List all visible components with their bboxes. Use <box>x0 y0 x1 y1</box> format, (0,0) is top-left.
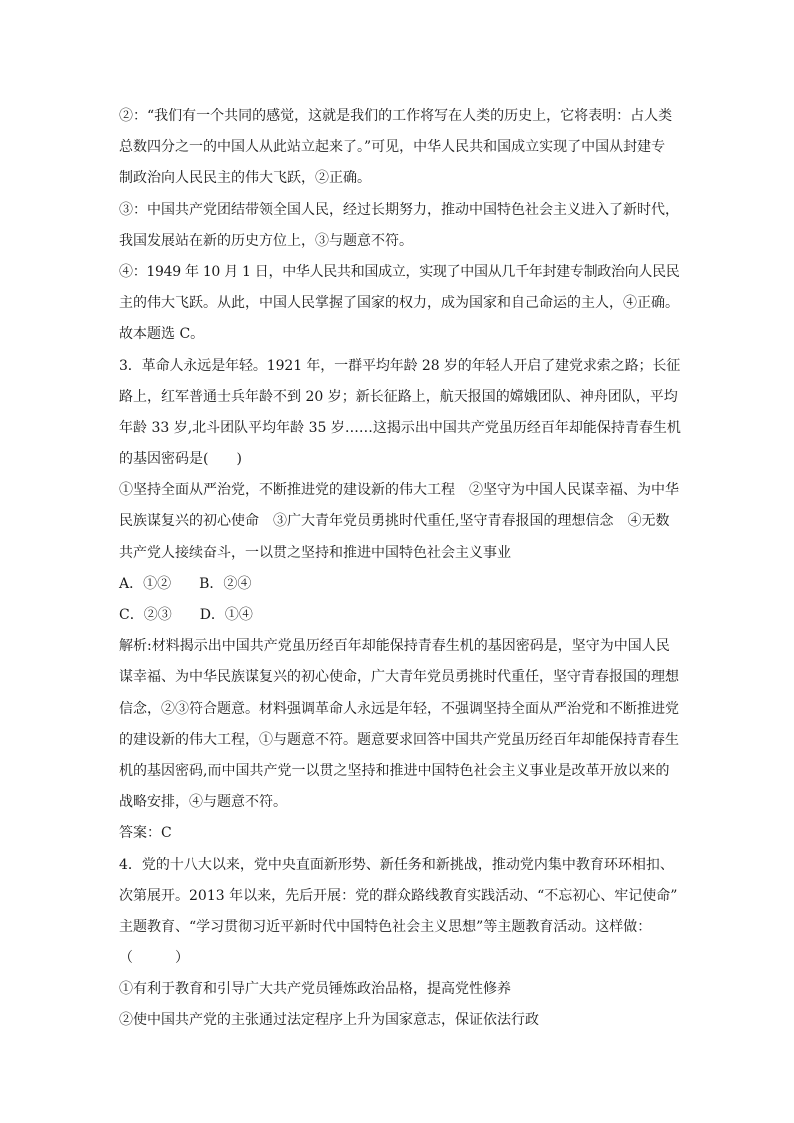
question-4-line: （ ） <box>119 950 189 967</box>
question-3-line: 路上，红军普通士兵年龄不到 20 岁；新长征路上，航天报国的嫦娥团队、神舟团队，平均 <box>119 388 678 405</box>
answer-options-line: C．②③ D．①④ <box>119 607 253 623</box>
statement-line: ②使中国共产党的主张通过法定程序上升为国家意志，保证依法行政 <box>119 1012 539 1029</box>
statement-line: 民族谋复兴的初心使命 ③广大青年党员勇挑时代重任,坚守青春报国的理想信念 ④无数 <box>119 513 670 530</box>
analysis-line: 信念，②③符合题意。材料强调革命人永远是年轻，不强调坚持全面从严治党和不断推进党 <box>119 700 679 717</box>
analysis-line: 谋幸福、为中华民族谋复兴的初心使命，广大青年党员勇挑时代重任，坚守青春报国的理想 <box>119 669 679 686</box>
answer-options-line: A．①② B．②④ <box>119 575 252 592</box>
text-line: 主的伟大飞跃。从此，中国人民掌握了国家的权力，成为国家和自己命运的主人，④正确。 <box>119 295 679 312</box>
analysis-line: 机的基因密码,而中国共产党一以贯之坚持和推进中国特色社会主义事业是改革开放以来的 <box>119 762 670 779</box>
text-line: ③：中国共产党团结带领全国人民，经过长期努力，推动中国特色社会主义进入了新时代， <box>119 201 679 218</box>
text-line: ④：1949 年 10 月 1 日，中华人民共和国成立，实现了中国从几千年封建专制政治向人民民 <box>119 263 680 280</box>
question-3-line: 的基因密码是( ) <box>119 451 242 468</box>
question-4-line: 4．党的十八大以来，党中央直面新形势、新任务和新挑战，推动党内集中教育环环相扣、 <box>119 856 674 873</box>
analysis-line: 解析:材料揭示出中国共产党虽历经百年却能保持青春生机的基因密码是，坚守为中国人民 <box>119 638 670 655</box>
statement-line: 共产党人接续奋斗，一以贯之坚持和推进中国特色社会主义事业 <box>119 544 511 561</box>
text-line: ②：“我们有一个共同的感觉，这就是我们的工作将写在人类的历史上，它将表明：占人类 <box>119 108 673 124</box>
analysis-line: 战略安排，④与题意不符。 <box>119 794 287 811</box>
text-line: 故本题选 C。 <box>119 326 205 343</box>
statement-line: ①有利于教育和引导广大共产党员锤炼政治品格，提高党性修养 <box>119 981 511 998</box>
text-line: 我国发展站在新的历史方位上，③与题意不符。 <box>119 232 413 249</box>
analysis-line: 的建设新的伟大工程，①与题意不符。题意要求回答中国共产党虽历经百年却能保持青春生 <box>119 731 679 748</box>
question-3-line: 年龄 33 岁,北斗团队平均年龄 35 岁……这揭示出中国共产党虽历经百年却能保持青春生机 <box>119 419 681 436</box>
question-3-line: 3．革命人永远是年轻。1921 年，一群平均年龄 28 岁的年轻人开启了建党求索之路；长征 <box>119 357 681 374</box>
document-page <box>119 101 681 1037</box>
answer-line: 答案：C <box>119 825 172 842</box>
statement-line: ①坚持全面从严治党，不断推进党的建设新的伟大工程 ②坚守为中国人民谋幸福、为中华 <box>119 482 679 499</box>
text-line: 制政治向人民民主的伟大飞跃，②正确。 <box>119 170 371 187</box>
text-line: 总数四分之一的中国人从此站立起来了。”可见，中华人民共和国成立实现了中国从封建专 <box>119 139 666 156</box>
question-4-line: 次第展开。2013 年以来，先后开展：党的群众路线教育实践活动、“不忘初心、牢记使命” <box>119 887 678 904</box>
question-4-line: 主题教育、“学习贯彻习近平新时代中国特色社会主义思想”等主题教育活动。这样做： <box>119 918 652 935</box>
